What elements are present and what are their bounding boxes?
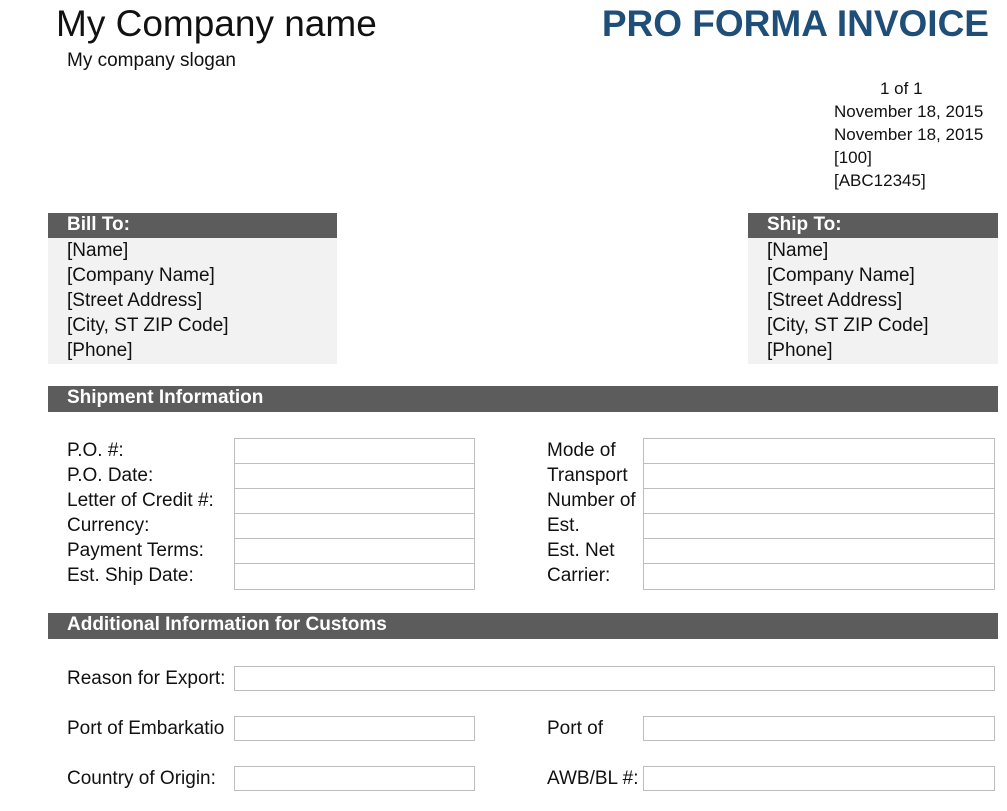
shipment-left-fields <box>234 438 475 590</box>
po-date-label: P.O. Date: <box>67 465 154 486</box>
bill-to-block <box>48 238 337 364</box>
port-of-field[interactable] <box>643 716 995 741</box>
invoice-date: November 18, 2015 <box>834 102 984 121</box>
ship-to-name[interactable]: [Name] <box>767 240 829 261</box>
shipment-left-labels <box>67 438 233 588</box>
number-of-field[interactable] <box>644 489 994 514</box>
page-count: 1 of 1 <box>880 79 923 98</box>
ship-to-block <box>748 238 998 364</box>
ship-to-phone[interactable]: [Phone] <box>767 340 833 361</box>
bill-to-phone[interactable]: [Phone] <box>67 340 133 361</box>
shipment-info-heading: Shipment Information <box>48 386 998 412</box>
awb-bl-field[interactable] <box>643 766 995 791</box>
po-number-label: P.O. #: <box>67 440 124 461</box>
port-of-embarkation-field[interactable] <box>234 716 475 741</box>
bill-to-heading: Bill To: <box>48 213 337 238</box>
company-name: My Company name <box>56 3 377 44</box>
ship-to-heading: Ship To: <box>748 213 998 238</box>
document-title: PRO FORMA INVOICE <box>601 3 989 44</box>
currency-field[interactable] <box>235 514 474 539</box>
transport-field[interactable] <box>644 464 994 489</box>
shipment-right-fields <box>643 438 995 590</box>
est-field[interactable] <box>644 514 994 539</box>
bill-to-company[interactable]: [Company Name] <box>67 265 215 286</box>
customs-info-heading: Additional Information for Customs <box>48 613 998 639</box>
mode-of-field[interactable] <box>644 439 994 464</box>
ship-to-company[interactable]: [Company Name] <box>767 265 915 286</box>
payment-terms-label: Payment Terms: <box>67 540 204 561</box>
est-net-label: Est. Net <box>547 540 615 561</box>
ship-to-street[interactable]: [Street Address] <box>767 290 903 311</box>
invoice-number: [100] <box>834 148 872 167</box>
po-date-field[interactable] <box>235 464 474 489</box>
company-slogan: My company slogan <box>67 50 236 71</box>
number-of-label: Number of <box>547 490 636 511</box>
mode-of-label: Mode of <box>547 440 616 461</box>
payment-terms-field[interactable] <box>235 539 474 564</box>
est-label: Est. <box>547 515 580 536</box>
letter-of-credit-label: Letter of Credit #: <box>67 490 214 511</box>
customer-id: [ABC12345] <box>834 171 926 190</box>
reason-for-export-field[interactable] <box>234 666 995 691</box>
ship-to-city[interactable]: [City, ST ZIP Code] <box>767 315 929 336</box>
bill-to-street[interactable]: [Street Address] <box>67 290 203 311</box>
carrier-label: Carrier: <box>547 565 611 586</box>
po-number-field[interactable] <box>235 439 474 464</box>
port-of-label: Port of <box>547 718 603 739</box>
currency-label: Currency: <box>67 515 150 536</box>
est-net-field[interactable] <box>644 539 994 564</box>
reason-for-export-label: Reason for Export: <box>67 668 226 689</box>
bill-to-city[interactable]: [City, ST ZIP Code] <box>67 315 229 336</box>
country-of-origin-label: Country of Origin: <box>67 768 216 789</box>
carrier-field[interactable] <box>644 564 994 589</box>
shipment-right-labels <box>547 438 641 588</box>
est-ship-date-field[interactable] <box>235 564 474 589</box>
bill-to-name[interactable]: [Name] <box>67 240 129 261</box>
letter-of-credit-field[interactable] <box>235 489 474 514</box>
country-of-origin-field[interactable] <box>234 766 475 791</box>
est-ship-date-label: Est. Ship Date: <box>67 565 194 586</box>
transport-label: Transport <box>547 465 628 486</box>
awb-bl-label: AWB/BL #: <box>547 768 639 789</box>
port-of-embarkation-label: Port of Embarkatio <box>67 718 225 739</box>
expiration-date: November 18, 2015 <box>834 125 984 144</box>
